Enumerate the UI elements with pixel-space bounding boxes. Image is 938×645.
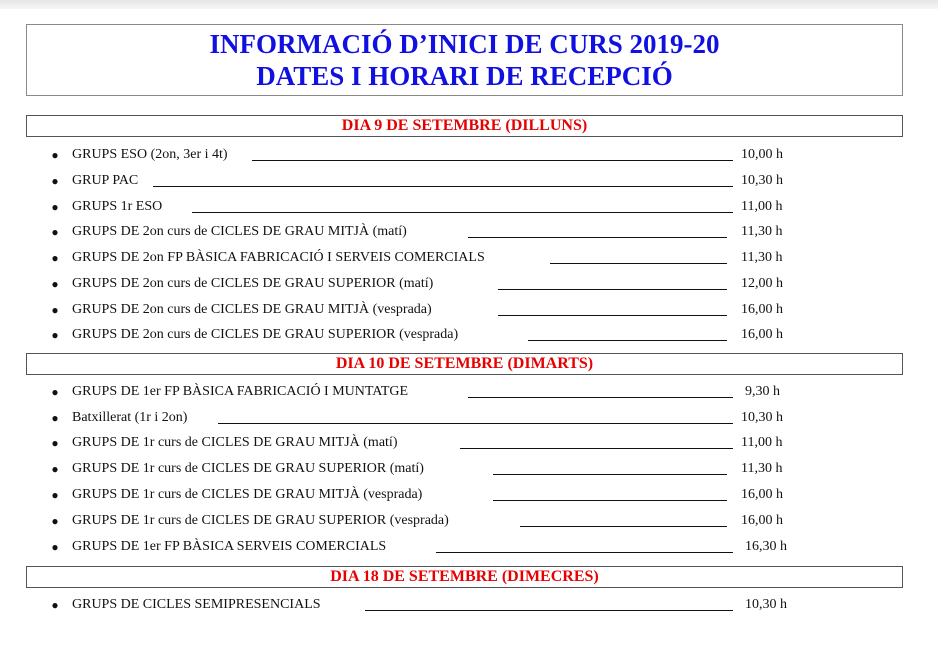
item-time: 9,30 h [745,384,780,399]
bullet-icon: ● [51,411,59,425]
item-time: 16,30 h [745,539,787,554]
item-time: 11,30 h [741,250,783,265]
leader-line [153,186,733,187]
item-label: GRUPS DE 1r curs de CICLES DE GRAU MITJÀ (vesprada) [72,487,423,502]
item-label: GRUPS 1r ESO [72,199,163,214]
bullet-icon: ● [51,174,59,188]
leader-line [468,397,733,398]
leader-line [365,610,733,611]
document-title: INFORMACIÓ D’INICI DE CURS 2019-20 [209,29,720,59]
title-box [26,24,903,96]
leader-line [493,474,727,475]
item-label: GRUPS DE 1r curs de CICLES DE GRAU MITJÀ (matí) [72,435,398,450]
item-label: GRUP PAC [72,173,139,188]
item-label: GRUPS DE 2on curs de CICLES DE GRAU SUPERIOR (matí) [72,276,434,291]
item-label: GRUPS DE 2on curs de CICLES DE GRAU MITJÀ (vesprada) [72,302,432,317]
item-label: GRUPS DE 1r curs de CICLES DE GRAU SUPERIOR (vesprada) [72,513,449,528]
leader-line [468,237,727,238]
item-time: 16,00 h [741,327,783,342]
leader-line [493,500,727,501]
bullet-icon: ● [51,277,59,291]
bullet-icon: ● [51,540,59,554]
leader-line [192,212,733,213]
item-label: GRUPS DE 1er FP BÀSICA SERVEIS COMERCIALS [72,539,387,554]
bullet-icon: ● [51,462,59,476]
bullet-icon: ● [51,200,59,214]
item-time: 11,00 h [741,199,783,214]
day-header-18-setembre: DIA 18 DE SETEMBRE (DIMECRES) [26,566,903,588]
leader-line [498,315,727,316]
item-label: GRUPS DE 2on curs de CICLES DE GRAU MITJÀ (matí) [72,224,407,239]
leader-line [436,552,733,553]
item-time: 11,30 h [741,224,783,239]
bullet-icon: ● [51,436,59,450]
item-label: Batxillerat (1r i 2on) [72,410,188,425]
leader-line [520,526,727,527]
day-header-10-setembre: DIA 10 DE SETEMBRE (DIMARTS) [26,353,903,375]
item-time: 10,00 h [741,147,783,162]
item-label: GRUPS DE 1r curs de CICLES DE GRAU SUPERIOR (matí) [72,461,424,476]
item-time: 16,00 h [741,302,783,317]
day-header-9-setembre: DIA 9 DE SETEMBRE (DILLUNS) [26,115,903,137]
bullet-icon: ● [51,514,59,528]
bullet-icon: ● [51,488,59,502]
bullet-icon: ● [51,225,59,239]
leader-line [528,340,727,341]
bullet-icon: ● [51,148,59,162]
item-time: 10,30 h [741,410,783,425]
item-label: GRUPS ESO (2on, 3er i 4t) [72,147,228,162]
bullet-icon: ● [51,251,59,265]
leader-line [460,448,733,449]
item-time: 11,00 h [741,435,783,450]
bullet-icon: ● [51,598,59,612]
top-bar [0,0,938,9]
bullet-icon: ● [51,328,59,342]
item-time: 10,30 h [741,173,783,188]
item-time: 16,00 h [741,513,783,528]
leader-line [252,160,733,161]
document-subtitle: DATES I HORARI DE RECEPCIÓ [256,61,673,91]
item-label: GRUPS DE 2on FP BÀSICA FABRICACIÓ I SERVEIS COMERCIALS [72,250,485,265]
item-time: 10,30 h [745,597,787,612]
item-label: GRUPS DE 2on curs de CICLES DE GRAU SUPERIOR (vesprada) [72,327,459,342]
bullet-icon: ● [51,303,59,317]
item-time: 11,30 h [741,461,783,476]
item-label: GRUPS DE CICLES SEMIPRESENCIALS [72,597,321,612]
leader-line [218,423,733,424]
bullet-icon: ● [51,385,59,399]
item-time: 16,00 h [741,487,783,502]
leader-line [498,289,727,290]
item-label: GRUPS DE 1er FP BÀSICA FABRICACIÓ I MUNTATGE [72,384,409,399]
item-time: 12,00 h [741,276,783,291]
leader-line [550,263,727,264]
